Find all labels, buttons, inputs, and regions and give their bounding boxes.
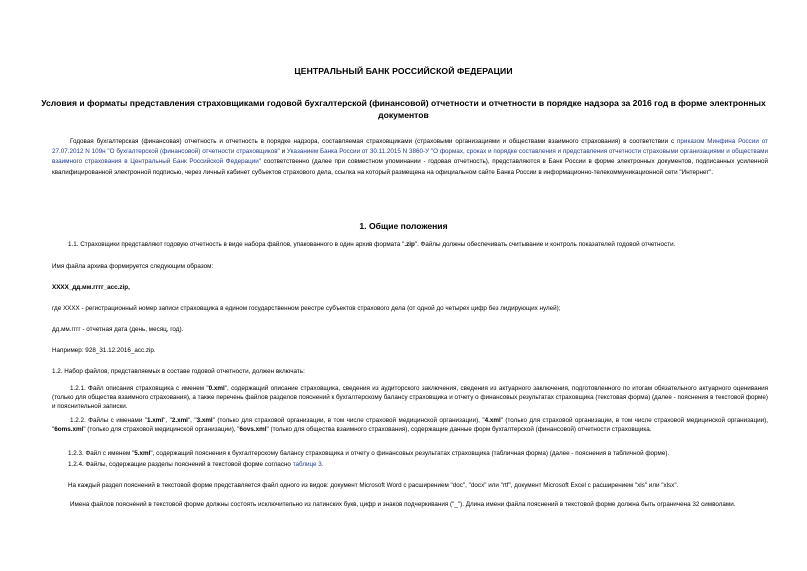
paragraph-1-2: 1.2. Набор файлов, представляемых в составе годовой отчетности, должен включать: <box>52 368 305 375</box>
paragraph-1-2-1 <box>52 384 768 412</box>
p9-file-4: 4.xml <box>484 417 501 424</box>
p1-text-c: ". Файлы должны обеспечивать считывание и контроль показателей годовой отчетности. <box>414 241 676 248</box>
paragraph-1-2-2 <box>52 416 768 434</box>
document-title: Условия и форматы представления страховщиками годовой бухгалтерской (финансовой) отчетности и отчетности в порядке надзора за 2016 год в форме электронных документов <box>41 98 766 120</box>
intro-text-3: соответственно (далее при совместном упоминании - годовая отчетность), представляются в Банк России в форме электронных документов, подписанных усиленной квалифицированной электронной подписью, через личный кабинет субъектов страхового дела, ссылка на который размещена на официальном сайте Банка России в информационно-телекоммуникационной сети "Интернет". <box>52 158 768 176</box>
section-heading: 1. Общие положения <box>359 221 448 231</box>
p9-file-3: 3.xml <box>196 417 213 424</box>
p9-file-6ovs: 6ovs.xml <box>239 426 267 434</box>
p9-file-1: 1.xml <box>147 417 164 424</box>
p8-text-c: ", содержащий описание страховщика, сведения из аудиторского заключения, сведения из актуарного заключения, подготовленного по итогам обязательного актуарного оценивания (только для общества взаимного страхования), а также перечень файлов разделов пояснений к бухгалтерскому балансу страховщика и отчету о финансовых результатах страховщика (текстовая форма) (далее - пояснения в текстовой форме) и пояснительной записки. <box>52 385 769 411</box>
archive-name-intro: Имя файла архива формируется следующим образом: <box>52 263 214 270</box>
paragraph-1-2-3 <box>68 449 669 458</box>
paragraph-1-2-4 <box>68 460 324 469</box>
file-names-paragraph: Имена файлов пояснений в текстовой форме должны состоять исключительно из латинских букв, цифр и знаков подчеркивания ("_"). Длина имени файла пояснений в текстовой форме должна быть ограничена 32 символами. <box>70 501 736 508</box>
p10-file: 5.xml <box>134 450 151 457</box>
p9-m: " (только для общества взаимного страхования), содержащие данные форм бухгалтерской (финансовой) отчетности страховщика. <box>266 426 652 434</box>
example-line: Например: 928_31.12.2016_acc.zip. <box>52 347 156 354</box>
paragraph-1-1 <box>68 240 675 249</box>
p11-a: 1.2.4. Файлы, содержащие разделы пояснений в текстовой форме согласно <box>68 461 293 468</box>
date-definition: дд.мм.гггг - отчетная дата (день, месяц, год). <box>52 326 184 333</box>
p10-a: 1.2.3. Файл с именем " <box>68 450 135 457</box>
p9-k: " (только для страховой медицинской организации), " <box>83 426 240 434</box>
intro-paragraph <box>52 137 768 178</box>
table-3-link[interactable]: таблице 3 <box>292 461 322 468</box>
p11-b: . <box>321 461 324 468</box>
intro-text-1: Годовая бухгалтерская (финансовая) отчетность и отчетность в порядке надзора, составляемая страховщиками (страховыми организациями и обществами взаимного страхования) в соответствии с <box>70 138 678 145</box>
p10-c: ", содержащий пояснения к бухгалтерскому балансу страховщика и отчету о финансовых результатах страховщика (табличная форма) (далее - пояснения в табличной форме). <box>150 450 670 457</box>
p8-text-a: 1.2.1. Файл описания страховщика с именем " <box>70 385 209 392</box>
intro-text-2: и <box>279 148 287 156</box>
organization-heading: ЦЕНТРАЛЬНЫЙ БАНК РОССИЙСКОЙ ФЕДЕРАЦИИ <box>294 66 513 76</box>
p9-g: " (только для страховой организации, в том числе страховой медицинской организации), " <box>212 417 485 424</box>
p8-file: 0.xml <box>208 385 225 392</box>
xxxx-definition: где XXXX - регистрационный номер записи страховщика в едином государственном реестре субъектов страхового дела (от одной до четырех цифр без лидирующих нулей); <box>52 305 561 312</box>
p9-c: ", " <box>163 417 172 424</box>
archive-name-template: XXXX_дд.мм.гггг_acc.zip, <box>52 284 130 291</box>
file-types-paragraph: На каждый раздел пояснений в текстовой форме представляется файл одного из видов: документ Microsoft Word с расширением "doc", "docx" или "rtf", документ Microsoft Excel с расширением "xls" или "xlsx". <box>68 482 679 489</box>
p9-e: ", " <box>187 417 197 424</box>
minfin-order-link[interactable]: приказом Минфина России от 27.07.2012 N 109н "О бухгалтерской (финансовой) отчетности страховщиков" <box>52 138 768 156</box>
p9-i: " (только для страховой организации, в том числе страховой медицинской организации), " <box>52 417 768 434</box>
p1-zip: .zip <box>404 241 415 248</box>
bank-directive-link[interactable]: Указанием Банка России от 30.11.2015 N 3860-У "О формах, сроках и порядке составления и представления отчетности страховыми организациями и обществами взаимного страхования в Центральный Банк Российской Федерации" <box>52 148 768 166</box>
p9-file-2: 2.xml <box>171 417 188 424</box>
p1-text-a: 1.1. Страховщики представляют годовую отчетность в виде набора файлов, упакованного в один архив формата " <box>68 241 405 248</box>
p9-file-6oms: 6oms.xml <box>54 426 84 434</box>
p9-a: 1.2.2. Файлы с именами " <box>70 417 148 424</box>
